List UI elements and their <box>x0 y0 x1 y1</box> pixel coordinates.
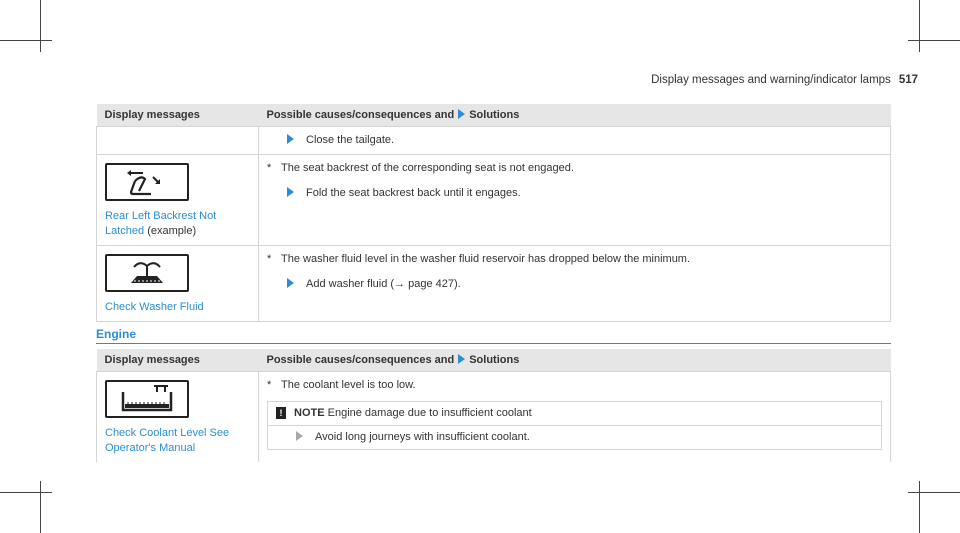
operators-manual-link[interactable]: Operator's Manual <box>105 442 196 454</box>
display-messages-table <box>96 104 891 322</box>
crop-mark <box>40 481 41 533</box>
crop-mark <box>908 40 960 41</box>
column-header-display-messages: Display messages <box>97 104 259 127</box>
causes-cell <box>259 246 891 322</box>
solution-text: Add washer fluid (→ page 427). <box>306 278 461 290</box>
solution-text: Avoid long journeys with insufficient coolant. <box>315 431 530 443</box>
warning-icon: ! <box>276 407 286 419</box>
page-number: 517 <box>898 74 918 86</box>
bullet-icon: * <box>267 253 272 265</box>
action-arrow-icon <box>287 187 294 197</box>
column-header-causes <box>259 104 891 127</box>
running-header <box>651 74 918 86</box>
rear-left-backrest-link[interactable]: Rear Left Backrest Not <box>105 210 217 222</box>
engine-messages-table <box>96 349 891 462</box>
header-solutions-label: Solutions <box>469 109 520 121</box>
causes-cell <box>259 155 891 246</box>
cause-text: The washer fluid level in the washer fluid reservoir has dropped below the minimum. <box>281 253 691 265</box>
note-box <box>267 401 882 450</box>
crop-mark <box>40 0 41 52</box>
solution-text: Fold the seat backrest back until it engages. <box>306 187 521 199</box>
cause-text: The coolant level is too low. <box>281 379 416 391</box>
header-causes-label: Possible causes/consequences and <box>266 354 455 366</box>
causes-cell <box>259 372 891 463</box>
column-header-causes <box>259 349 891 372</box>
action-arrow-icon <box>296 431 303 441</box>
section-heading-engine: Engine <box>96 327 891 344</box>
action-arrow-icon <box>287 278 294 288</box>
table-row <box>97 372 891 463</box>
crop-mark <box>908 492 960 493</box>
display-message-cell <box>97 246 259 322</box>
table-row <box>97 155 891 246</box>
latched-link[interactable]: Latched <box>105 225 145 237</box>
crop-mark <box>0 492 52 493</box>
solution-arrow-icon <box>458 354 465 364</box>
causes-cell <box>259 127 891 155</box>
action-arrow-icon <box>287 134 294 144</box>
bullet-icon: * <box>267 379 272 391</box>
display-message-cell <box>97 372 259 463</box>
header-solutions-label: Solutions <box>469 354 520 366</box>
table-row <box>97 127 891 155</box>
seat-backrest-icon <box>105 163 189 201</box>
cause-text: The seat backrest of the corresponding seat is not engaged. <box>281 162 574 174</box>
display-message-cell <box>97 127 259 155</box>
coolant-level-icon <box>105 380 189 418</box>
check-washer-fluid-link[interactable]: Check Washer Fluid <box>105 301 204 313</box>
note-label: NOTE <box>294 407 325 419</box>
solution-text: Close the tailgate. <box>306 134 395 146</box>
washer-fluid-icon <box>105 254 189 292</box>
crop-mark <box>0 40 52 41</box>
header-causes-label: Possible causes/consequences and <box>266 109 455 121</box>
note-text: Engine damage due to insufficient coolant <box>327 407 532 419</box>
table-row <box>97 246 891 322</box>
crop-mark <box>919 481 920 533</box>
bullet-icon: * <box>267 162 272 174</box>
header-title: Display messages and warning/indicator lamps <box>651 74 891 86</box>
check-coolant-level-link[interactable]: Check Coolant Level See <box>105 427 230 439</box>
example-suffix: (example) <box>147 225 197 237</box>
solution-arrow-icon <box>458 109 465 119</box>
display-message-cell <box>97 155 259 246</box>
column-header-display-messages: Display messages <box>97 349 259 372</box>
crop-mark <box>919 0 920 52</box>
